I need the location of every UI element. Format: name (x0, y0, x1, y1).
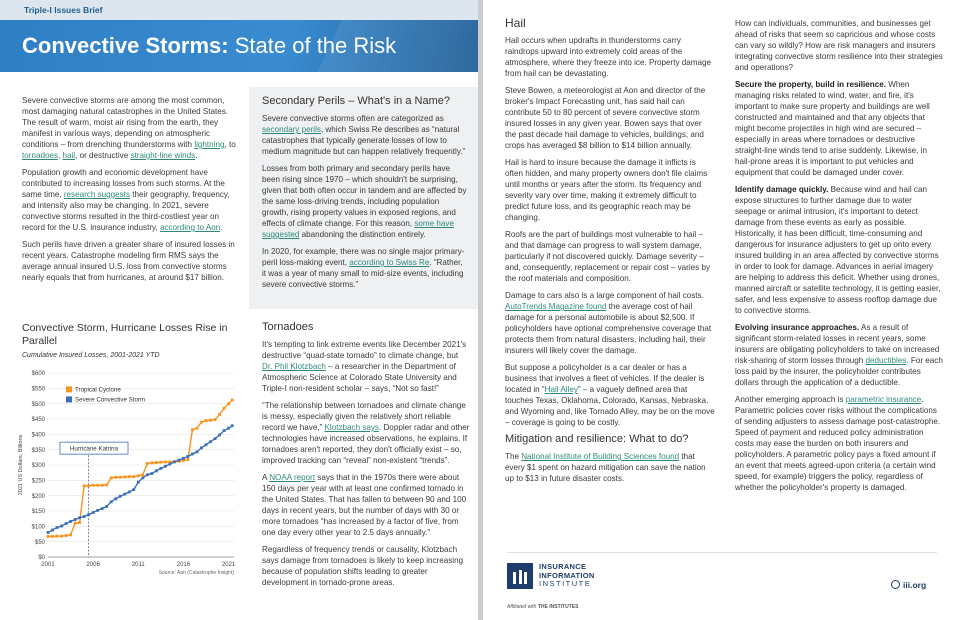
resilience-lead-in: Identify damage quickly. (735, 185, 829, 194)
data-point (101, 484, 104, 487)
y-tick-label: $150 (31, 509, 45, 516)
data-point (214, 437, 217, 440)
chart-title: Convective Storm, Hurricane Losses Rise in Parallel (22, 322, 228, 347)
hail-paragraph: Hail is hard to insure because the damage it inflicts is often hidden, and many property owners don't file claims until months or years after the storm. Its frequency and severity vary over time, making it extremely difficult to predict future loss, and its geographic reach may be changing. (505, 158, 708, 222)
legend-label: Severe Convective Storm (75, 396, 146, 404)
data-point (132, 488, 135, 491)
x-tick-label: 2021 (221, 562, 236, 568)
intro-paragraph: Population growth and economic development have contributed to increasing losses from such storms. At the same time, research suggests their geography, frequency, and intensity also may be changing. In 2021, severe convective storms resulted in the third-costliest year on record for the U.S. insurance industry, according to Aon. (22, 168, 230, 232)
resilience-paragraph: How can individuals, communities, and businesses get ahead of risks that seem so capricious and whose costs can vary so wildly? How are risk managers and insurers integrating convective storm resilience into their strategies and operations? (735, 19, 943, 72)
data-point (214, 418, 217, 421)
katrina-annotation: Hurricane Katrina (69, 445, 119, 453)
tornado-paragraph: Regardless of frequency trends or causality, Klotzbach says damage from tornadoes is likely to keep increasing because of population shifts leading to greater development in tornado-prone areas. (262, 545, 464, 587)
y-tick-label: $450 (31, 417, 45, 424)
data-point (164, 465, 167, 468)
resilience-lead-in: Secure the property, build in resilience. (735, 80, 886, 89)
y-tick-label: $300 (31, 463, 45, 470)
data-point (65, 534, 68, 537)
data-point (159, 467, 162, 470)
data-point (205, 419, 208, 422)
data-point (218, 413, 221, 416)
data-point (56, 535, 59, 538)
tornado-paragraph: It's tempting to link extreme events like December 2021's destructive “quad-state tornado” to climate change, but Dr. Phil Klotzbach – a researcher in the Department of Atmospheric Science at Colorado State University and Triple-I non-resident scholar – says, “Not so fast!” (262, 340, 467, 393)
data-point (231, 399, 234, 402)
secondary-link[interactable]: secondary perils (262, 125, 321, 134)
data-point (196, 427, 199, 430)
resilience-paragraph: Secure the property, build in resilience. When managing risks related to wind, water, and fire, it's important to make sure property and buildings are well constructed and maintained and that any objects that might become projectiles in high wind are secured – especially in areas where tornadoes or destructive straight-line winds tend to arise suddenly. Likewise, in hail-prone areas it is important to put vehicles and equipment that could be damaged under cover. (735, 80, 930, 177)
legend-swatch (66, 396, 72, 402)
data-point (74, 518, 77, 521)
data-point (51, 529, 54, 532)
data-point (182, 457, 185, 460)
data-point (92, 484, 95, 487)
data-point (146, 473, 149, 476)
data-point (187, 458, 190, 461)
intro-paragraph: Such perils have driven a greater share of insured losses in recent years. Catastrophe modeling firm RMS says the average annual insured U.S. loss from convective storms nearly equals that from hurricanes, at around $17 billion. (22, 240, 235, 282)
data-point (110, 500, 113, 503)
resilience-link[interactable]: parametric insurance (845, 395, 922, 404)
data-point (123, 476, 126, 479)
intro-link[interactable]: hail (62, 151, 76, 160)
data-point (96, 509, 99, 512)
secondary-link[interactable]: some have suggested (262, 219, 454, 239)
series-line-0 (48, 400, 232, 536)
data-point (146, 462, 149, 465)
data-point (191, 453, 194, 456)
globe-icon (891, 580, 900, 589)
data-point (150, 461, 153, 464)
site-link[interactable]: iii.org (891, 580, 926, 590)
hail-paragraph: But suppose a policyholder is a car dealer or has a business that involves a fleet of vehicles. If the dealer is located in “Hail Alley” – a vaguely defined area that touches Texas, Oklahoma, Colorado, Kansas, Nebraska, and Wyoming and, like Tornado Alley, may be on the move – coverage is going to be costly. (505, 363, 715, 427)
data-point (141, 476, 144, 479)
mitigation-link[interactable]: National Institute of Building Sciences found (521, 452, 680, 461)
data-point (141, 473, 144, 476)
data-point (60, 525, 63, 528)
resilience-lead-in: Evolving insurance approaches. (735, 323, 860, 332)
legend-swatch (66, 386, 72, 392)
data-point (128, 475, 131, 478)
resilience-paragraph: Identify damage quickly. Because wind and hail can expose structures to further damage due to water seepage or animal intrusion, it's important to detect damage from these events as early as possible. Historically, it has been difficult, time-consuming and dangerous for insurance adjusters to get up onto every insured building in an area affected by convective storms in order to look for damage. Advances in aerial imagery are helping to address this deficit. Whether using drones, manned aircraft or satellite technology, it is getting easier, safer, and less expensive to assess rooftop damage due to convective storms. (735, 185, 941, 315)
intro-link[interactable]: according to Aon (159, 223, 221, 232)
chart-subtitle: Cumulative Insured Losses, 2001-2021 YTD (22, 352, 160, 359)
data-point (96, 484, 99, 487)
affiliation-line: Affiliated with THE INSTITUTES (507, 604, 579, 610)
data-point (159, 461, 162, 464)
tornado-link[interactable]: Dr. Phil Klotzbach (262, 362, 326, 371)
data-point (87, 484, 90, 487)
footer-divider (507, 552, 937, 553)
y-tick-label: $50 (34, 539, 45, 546)
y-axis-label: 2021 US Dollars, Billions (18, 434, 24, 496)
data-point (47, 535, 50, 538)
secondary-paragraph: Severe convective storms often are categorized as secondary perils, which Swiss Re describes as “natural catastrophes that typically generate losses of low to medium magnitude but can happen relatively frequently.” (262, 114, 466, 156)
data-point (128, 491, 131, 494)
hail-paragraph: Roofs are the part of buildings most vulnerable to hail – and that damage can progress to wall system damage, particularly if not discovered quickly. Damage severity – and, consequently, replacement or repair cost – varies by the roof materials and composition. (505, 230, 710, 283)
data-point (92, 511, 95, 514)
chart-source: Source: Aon (Catastrophe Insight) (158, 570, 234, 576)
data-point (173, 461, 176, 464)
title-bold: Convective Storms: (22, 33, 229, 58)
data-point (69, 520, 72, 523)
resilience-paragraph: Another emerging approach is parametric insurance. Parametric policies cover risks without the complications of sending adjusters to assess damage post-catastrophe. Speed of payment and reduced policy administration costs may ease the burden on both insurers and policyholders. A parametric policy pays a fixed amount if an event that meets agreed-upon criteria (a certain wind speed, for example) triggers the policy, regardless of whether the policyholder's property is damaged. (735, 395, 941, 492)
data-point (218, 434, 221, 437)
y-tick-label: $350 (31, 447, 45, 454)
data-point (78, 521, 81, 524)
data-point (196, 450, 199, 453)
page-title (22, 33, 396, 59)
secondary-paragraph: In 2020, for example, there was no single major primary-peril loss-making event, according to Swiss Re. “Rather, it was a year of many small to mid-size events, including severe convective storms.” (262, 247, 465, 289)
data-point (69, 534, 72, 537)
hail-paragraph: Damage to cars also is a large component of hail costs. AutoTrends Magazine found the average cost of hail damage for a personal automobile is about $2,500. If policyholders have optional comprehensive coverage that protects them from natural disasters, including hail, their insurers will likely cover the damage. (505, 291, 712, 355)
data-point (101, 507, 104, 510)
data-point (105, 505, 108, 508)
hail-paragraph: Hail occurs when updrafts in thunderstorms carry raindrops upward into extremely cold areas of the atmosphere, where they freeze into ice. Property damage from hail can be devastating. (505, 36, 712, 78)
y-tick-label: $200 (31, 493, 45, 500)
data-point (78, 516, 81, 519)
intro-paragraph: Severe convective storms are among the most common, most damaging natural catastrophes in the United States. The result of warm, moist air rising from the earth, they manifest in various ways, depending on atmospheric conditions – from drenching thunderstorms with lightning, to tornadoes, hail, or destructive straight-line winds. (22, 96, 236, 160)
x-tick-label: 2016 (176, 562, 191, 568)
mitigation-paragraph: The National Institute of Building Sciences found that every $1 spent on hazard mitigation can save the nation up to $13 in future disaster costs. (505, 452, 706, 483)
tornado-paragraph: “The relationship between tornadoes and climate change is messy, especially given the relatively short reliable record we have,” Klotzbach says. Doppler radar and other technologies have increased observations, he explains. If tornadoes aren't reported, they don't officially exist – so, improved tracking can “reveal” non-existent “trends”. (262, 401, 470, 465)
data-point (209, 419, 212, 422)
intro-link[interactable]: straight-line winds (130, 151, 196, 160)
tornadoes-column (262, 322, 470, 594)
data-point (209, 440, 212, 443)
resilience-paragraph: Evolving insurance approaches. As a result of significant storm-related losses in recent years, some insurers are obligating policyholders to take on increased risk-sharing of storm losses through deductibles. For each loss paid by the insurer, the policyholder contributes dollars through the application of a deductible. (735, 323, 943, 387)
data-point (56, 526, 59, 529)
data-point (200, 446, 203, 449)
iii-logo-icon (507, 563, 533, 589)
data-point (227, 427, 230, 430)
data-point (114, 476, 117, 479)
data-point (83, 515, 86, 518)
data-point (187, 455, 190, 458)
data-point (168, 463, 171, 466)
intro-column (22, 95, 240, 289)
right-page (483, 0, 962, 620)
data-point (123, 493, 126, 496)
y-tick-label: $100 (31, 524, 45, 531)
data-point (155, 461, 158, 464)
y-tick-label: $0 (38, 555, 45, 562)
data-point (119, 495, 122, 498)
data-point (74, 522, 77, 525)
intro-link[interactable]: research suggests (63, 190, 130, 199)
data-point (47, 531, 50, 534)
x-tick-label: 2006 (86, 562, 100, 568)
tornado-paragraph: A NOAA report says that in the 1970s there were about 150 days per year with at least one confirmed tornado in the United States. That has fallen to between 90 and 100 days in recent years, but the number of days with 30 or more tornadoes “has increased by a factor of five, from one day every other year to 2.5 days annually.” (262, 473, 467, 537)
tornado-link[interactable]: NOAA report (269, 473, 316, 482)
data-point (137, 481, 140, 484)
y-tick-label: $250 (31, 478, 45, 485)
legend-label: Tropical Cyclone (75, 386, 121, 394)
x-tick-label: 2001 (41, 562, 55, 568)
data-point (110, 476, 113, 479)
data-point (155, 469, 158, 472)
hail-heading: Hail (505, 16, 526, 30)
data-point (51, 535, 54, 538)
resilience-link[interactable]: deductibles (865, 356, 907, 365)
iii-logo-text: INSURANCE INFORMATION INSTITUTE (539, 562, 595, 588)
tornadoes-heading: Tornadoes (262, 321, 314, 333)
secondary-link[interactable]: according to Swiss Re (349, 258, 430, 267)
data-point (87, 513, 90, 516)
data-point (150, 472, 153, 475)
data-point (132, 475, 135, 478)
hail-paragraph: Steve Bowen, a meteorologist at Aon and director of the broker's Impact Forecasting unit, has said hail can contribute 50 to 80 percent of severe convective storm insured losses in any given year. Bowen says that over the past decade hail damage to vehicles, buildings, and crops has averaged $8 billion to $14 billion annually. (505, 86, 706, 150)
resilience-column (735, 18, 943, 499)
data-point (65, 522, 68, 525)
secondary-perils-heading: Secondary Perils – What's in a Name? (262, 95, 450, 107)
data-point (119, 476, 122, 479)
data-point (164, 461, 167, 464)
data-point (200, 421, 203, 424)
intro-link[interactable]: tornadoes (22, 151, 58, 160)
data-point (227, 402, 230, 405)
hail-link[interactable]: Hail Alley (544, 385, 578, 394)
data-point (137, 474, 140, 477)
tornado-link[interactable]: Klotzbach says (324, 423, 379, 432)
title-banner (0, 20, 478, 72)
y-tick-label: $600 (31, 371, 45, 378)
x-tick-label: 2011 (131, 562, 145, 568)
mitigation-heading: Mitigation and resilience: What to do? (505, 433, 689, 445)
data-point (60, 535, 63, 538)
data-point (231, 424, 234, 427)
data-point (105, 484, 108, 487)
title-light: State of the Risk (234, 33, 397, 58)
intro-link[interactable]: lightning (194, 140, 225, 149)
data-point (205, 443, 208, 446)
y-tick-label: $400 (31, 432, 45, 439)
secondary-perils-column (262, 96, 467, 296)
data-point (223, 407, 226, 410)
data-point (178, 459, 181, 462)
y-tick-label: $550 (31, 386, 45, 393)
data-point (223, 429, 226, 432)
data-point (191, 428, 194, 431)
loss-chart (14, 365, 239, 590)
left-page (0, 0, 478, 620)
hail-column (505, 18, 715, 490)
data-point (83, 484, 86, 487)
hail-link[interactable]: AutoTrends Magazine found (505, 302, 607, 311)
secondary-paragraph: Losses from both primary and secondary perils have been rising since 1970 – which shouldn't be surprising, given that both often occur in tandem and are affected by the same loss-driving trends, including population growth, rising property values in exposed regions, and effects of climate change. For this reason, some have suggested abandoning the distinction entirely. (262, 164, 467, 239)
y-tick-label: $500 (31, 401, 45, 408)
data-point (114, 497, 117, 500)
brief-label: Triple-I Issues Brief (0, 0, 478, 20)
